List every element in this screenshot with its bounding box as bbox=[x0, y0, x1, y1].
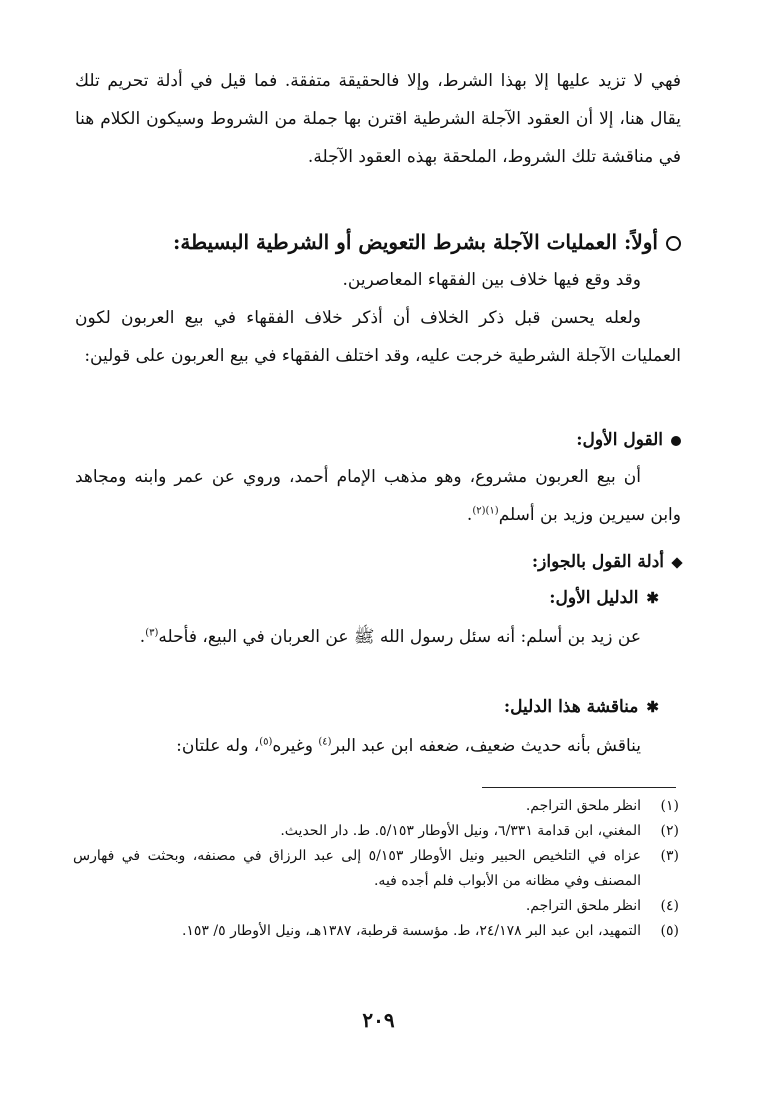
footnotes bbox=[73, 794, 679, 944]
section-intro-line: وقد وقع فيها خلاف بين الفقهاء المعاصرين. bbox=[342, 270, 641, 290]
first-opinion-heading-text: القول الأول: bbox=[576, 430, 663, 450]
footnote-item bbox=[73, 819, 679, 844]
footnote-number: (١) bbox=[660, 798, 679, 814]
footnote-item bbox=[73, 894, 679, 919]
footnote-item bbox=[73, 794, 679, 819]
filled-circle-bullet-icon bbox=[671, 436, 681, 446]
footnote-divider bbox=[482, 787, 676, 788]
first-opinion-text: أن بيع العربون مشروع، وهو مذهب الإمام أحمد، وروي عن عمر وابنه ومجاهد وابن سيرين وزيد بن أسلم bbox=[75, 467, 681, 525]
footnote-ref: (٥) bbox=[259, 736, 273, 748]
footnote-number: (٤) bbox=[660, 898, 679, 914]
asterisk-bullet-icon: ✱ bbox=[646, 589, 659, 607]
footnote-number: (٣) bbox=[660, 848, 679, 864]
first-opinion-heading bbox=[75, 423, 681, 457]
footnote-item bbox=[73, 919, 679, 944]
footnote-number: (٥) bbox=[660, 923, 679, 939]
asterisk-bullet-icon: ✱ bbox=[646, 698, 659, 716]
section-paragraph: ولعله يحسن قبل ذكر الخلاف أن أذكر خلاف الفقهاء في بيع العربون لكون العمليات الآجلة الشرطية خرجت عليه، وقد اختلف الفقهاء في بيع العربون على قولين: bbox=[75, 308, 681, 366]
evidence-heading bbox=[75, 545, 681, 579]
first-evidence-heading bbox=[75, 581, 681, 615]
first-evidence-heading-text: الدليل الأول: bbox=[549, 588, 639, 608]
page-number: ٢٠٩ bbox=[362, 1008, 395, 1032]
footnote-text: عزاه في التلخيص الحبير ونيل الأوطار ٥/١٥٣ إلى عبد الرزاق في مصنفه، وبحثت في فهارس المصنف وفي مظانه من الأبواب فلم أجده فيه. bbox=[73, 848, 641, 889]
discussion-paragraph: يناقش بأنه حديث ضعيف، ضعفه ابن عبد البر$^{(٤)}$ وغيره$^{(٥)}$، وله علتان: bbox=[176, 736, 641, 756]
footnote-number: (٢) bbox=[660, 823, 679, 839]
footnote-item bbox=[73, 844, 679, 894]
diamond-bullet-icon bbox=[671, 557, 682, 568]
section-heading-text: أولاً: العمليات الآجلة بشرط التعويض أو الشرطية البسيطة: bbox=[172, 230, 658, 254]
section-heading bbox=[75, 222, 681, 262]
evidence-paragraph: عن زيد بن أسلم: أنه سئل رسول الله ﷺ عن العربان في البيع، فأحله$^{(٣)}$. bbox=[139, 627, 641, 647]
intro-paragraph: فهي لا تزيد عليها إلا بهذا الشرط، وإلا فالحقيقة متفقة. فما قيل في أدلة تحريم تلك يقال هنا، إلا أن العقود الآجلة الشرطية اقترن بها جملة من الشروط وسيكون الكلام هنا في مناقشة تلك الشروط، الملحقة بهذه العقود الآجلة. bbox=[75, 71, 681, 167]
evidence-heading-text: أدلة القول بالجواز: bbox=[531, 552, 664, 572]
footnote-ref: (٣) bbox=[145, 627, 159, 639]
footnote-text: انظر ملحق التراجم. bbox=[525, 798, 641, 814]
footnote-text: انظر ملحق التراجم. bbox=[525, 898, 641, 914]
evidence-text: عن زيد بن أسلم: أنه سئل رسول الله ﷺ عن العربان في البيع، فأحله bbox=[158, 627, 641, 647]
footnote-text: المغني، ابن قدامة ٦/٣٣١، ونيل الأوطار ٥/١٥٣. ط. دار الحديث. bbox=[280, 823, 641, 839]
discussion-heading bbox=[75, 690, 681, 724]
footnote-text: التمهيد، ابن عبد البر ٢٤/١٧٨، ط. مؤسسة قرطبة، ١٣٨٧هـ، ونيل الأوطار ٥/ ١٥٣. bbox=[181, 923, 641, 939]
hollow-circle-bullet-icon bbox=[666, 236, 681, 251]
footnote-ref: (٤) bbox=[318, 736, 332, 748]
discussion-heading-text: مناقشة هذا الدليل: bbox=[503, 697, 639, 717]
footnote-refs: (١)(٢) bbox=[472, 505, 499, 517]
first-opinion-paragraph: أن بيع العربون مشروع، وهو مذهب الإمام أحمد، وروي عن عمر وابنه ومجاهد وابن سيرين وزيد بن أسلم$^{(١)(٢)}$. bbox=[75, 467, 681, 525]
